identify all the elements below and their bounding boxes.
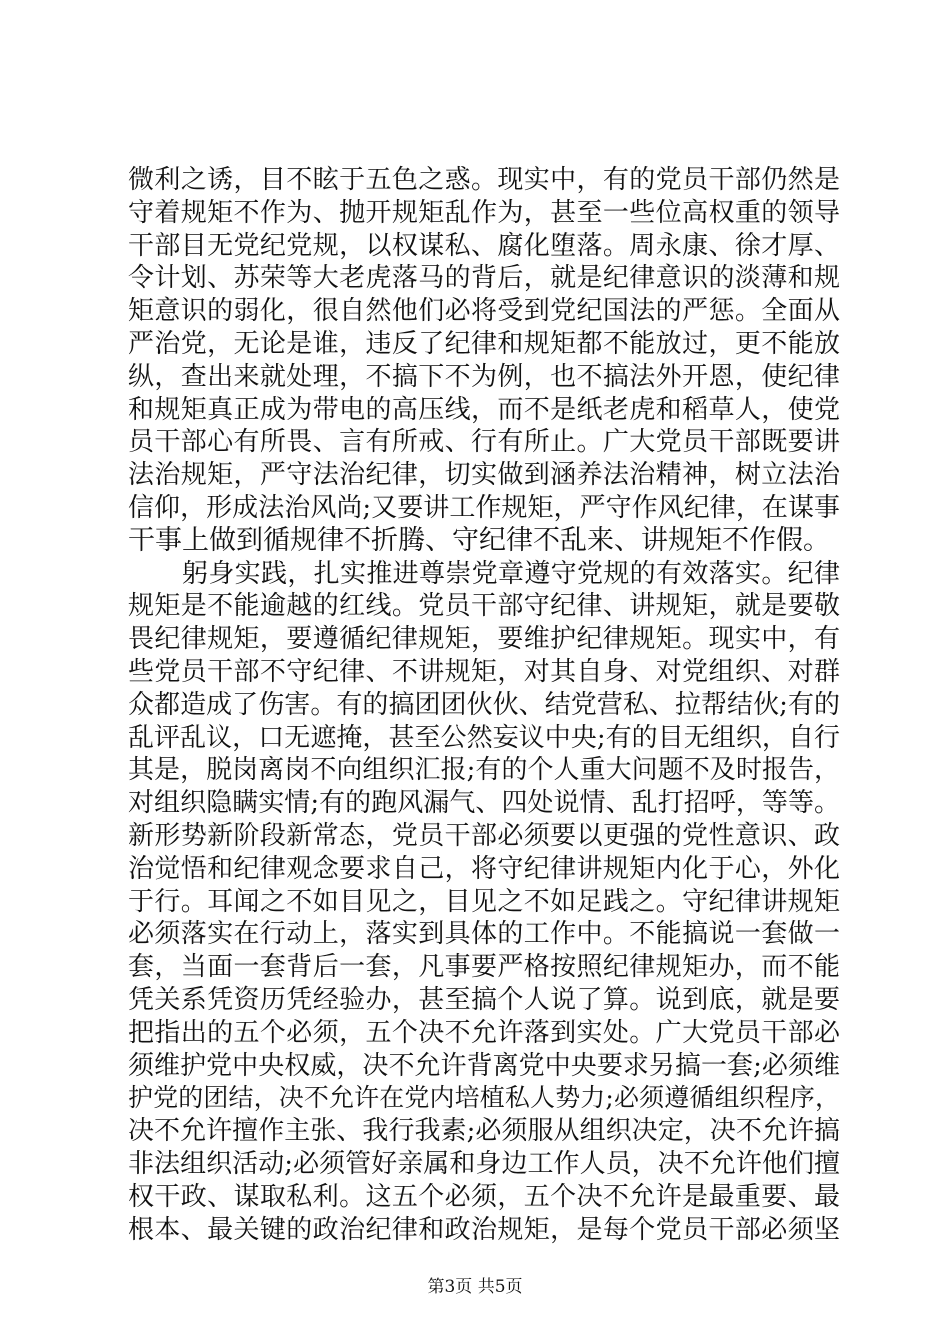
text-line: 对组织隐瞒实情;有的跑风漏气、四处说情、乱打招呼，等等。	[128, 788, 840, 819]
text-line: 令计划、苏荣等大老虎落马的背后，就是纪律意识的淡薄和规	[128, 263, 840, 294]
page-number-footer: 第3页 共5页	[427, 1277, 523, 1297]
text-line: 畏纪律规矩，要遵循纪律规矩，要维护纪律规矩。现实中，有	[128, 624, 840, 655]
text-line: 纵，查出来就处理，不搞下不为例，也不搞法外开恩，使纪律	[128, 361, 840, 392]
text-line: 法治规矩，严守法治纪律，切实做到涵养法治精神，树立法治	[128, 460, 840, 491]
text-line: 微利之诱，目不眩于五色之惑。现实中，有的党员干部仍然是	[128, 165, 840, 195]
text-line: 套，当面一套背后一套，凡事要严格按照纪律规矩办，而不能	[128, 952, 840, 983]
text-line: 躬身实践，扎实推进尊崇党章遵守党规的有效落实。纪律	[182, 558, 840, 589]
text-line: 于行。耳闻之不如目见之，目见之不如足践之。守纪律讲规矩	[128, 886, 840, 917]
text-line: 和规矩真正成为带电的高压线，而不是纸老虎和稻草人，使党	[128, 394, 840, 425]
paragraph-2	[128, 558, 840, 1247]
text-line: 规矩是不能逾越的红线。党员干部守纪律、讲规矩，就是要敬	[128, 591, 840, 622]
text-line: 员干部心有所畏、言有所戒、行有所止。广大党员干部既要讲	[128, 427, 840, 458]
text-line: 干部目无党纪党规，以权谋私、腐化堕落。周永康、徐才厚、	[128, 230, 840, 261]
text-line: 新形势新阶段新常态，党员干部必须要以更强的党性意识、政	[128, 820, 840, 851]
text-line: 非法组织活动;必须管好亲属和身边工作人员，决不允许他们擅	[128, 1148, 840, 1179]
text-line: 必须落实在行动上，落实到具体的工作中。不能搞说一套做一	[128, 919, 840, 950]
text-line: 矩意识的弱化，很自然他们必将受到党纪国法的严惩。全面从	[128, 296, 840, 327]
text-line: 把指出的五个必须，五个决不允许落到实处。广大党员干部必	[128, 1017, 840, 1048]
text-line: 严治党，无论是谁，违反了纪律和规矩都不能放过，更不能放	[128, 328, 840, 359]
text-line: 须维护党中央权威，决不允许背离党中央要求另搞一套;必须维	[128, 1050, 840, 1081]
text-line: 权干政、谋取私利。这五个必须，五个决不允许是最重要、最	[128, 1181, 840, 1212]
text-line: 治觉悟和纪律观念要求自己，将守纪律讲规矩内化于心，外化	[128, 853, 840, 884]
text-line: 根本、最关键的政治纪律和政治规矩，是每个党员干部必须坚	[128, 1214, 840, 1245]
text-line: 干事上做到循规律不折腾、守纪律不乱来、讲规矩不作假。	[128, 524, 830, 556]
text-line: 决不允许擅作主张、我行我素;必须服从组织决定，决不允许搞	[128, 1116, 840, 1147]
document-body	[128, 164, 840, 1246]
text-line: 众都造成了伤害。有的搞团团伙伙、结党营私、拉帮结伙;有的	[128, 689, 840, 720]
text-line: 凭关系凭资历凭经验办，甚至搞个人说了算。说到底，就是要	[128, 984, 840, 1015]
text-line: 乱评乱议，口无遮掩，甚至公然妄议中央;有的目无组织，自行	[128, 722, 840, 753]
paragraph-1	[128, 164, 840, 558]
text-line: 些党员干部不守纪律、不讲规矩，对其自身、对党组织、对群	[128, 656, 840, 687]
text-line: 其是，脱岗离岗不向组织汇报;有的个人重大问题不及时报告，	[128, 755, 840, 786]
text-line: 信仰，形成法治风尚;又要讲工作规矩，严守作风纪律，在谋事	[128, 492, 840, 523]
text-line: 守着规矩不作为、抛开规矩乱作为，甚至一些位高权重的领导	[128, 197, 840, 228]
text-line: 护党的团结，决不允许在党内培植私人势力;必须遵循组织程序，	[128, 1083, 840, 1113]
